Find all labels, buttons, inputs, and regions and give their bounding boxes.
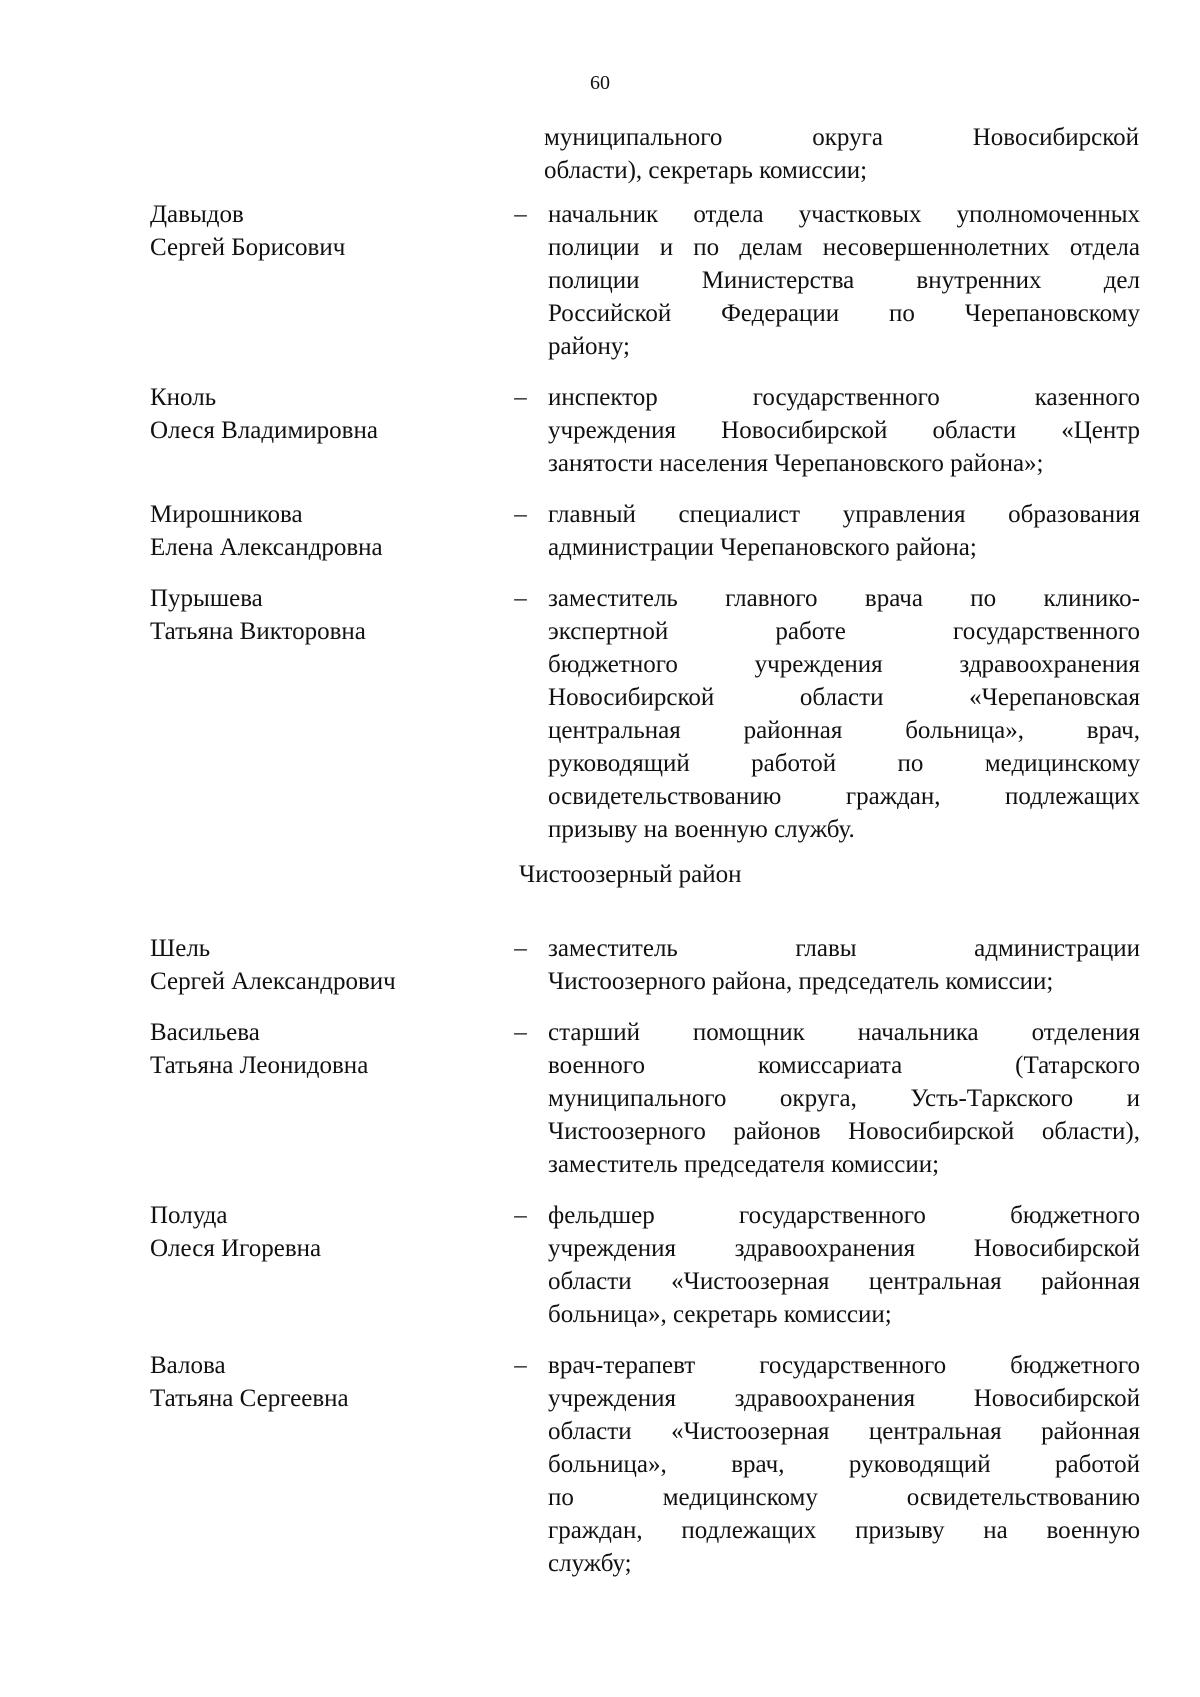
member-given-names: Татьяна Викторовна <box>150 618 366 645</box>
member-row <box>150 381 1140 480</box>
position-line: администрации Черепановского района; <box>548 534 977 561</box>
position-line: полиции Министерства внутренних дел <box>548 267 1140 294</box>
member-given-names: Сергей Александрович <box>150 968 396 995</box>
position-line: инспектор государственного казенного <box>548 384 1140 411</box>
position-line: освидетельствованию граждан, подлежащих <box>548 783 1140 810</box>
position-line: заместитель главы администрации <box>548 935 1140 962</box>
member-name <box>150 498 508 564</box>
member-position <box>548 1199 1140 1331</box>
dash-separator: – <box>514 1352 527 1379</box>
position-line: центральная районная больница», врач, <box>548 717 1140 744</box>
position-line: Новосибирской области «Черепановская <box>548 684 1140 711</box>
member-position <box>548 198 1140 363</box>
member-surname: Полуда <box>150 1202 228 1229</box>
member-surname: Васильева <box>150 1019 260 1046</box>
member-surname: Кноль <box>150 384 217 411</box>
position-line: муниципального округа, Усть-Таркского и <box>548 1085 1140 1112</box>
position-line: заместитель главного врача по клинико- <box>548 585 1140 612</box>
position-line: Российской Федерации по Черепановскому <box>548 300 1140 327</box>
position-line: занятости населения Черепановского района»; <box>548 450 1044 477</box>
member-name <box>150 582 508 846</box>
member-row <box>150 1199 1140 1331</box>
member-row <box>150 1016 1140 1181</box>
position-line: службу; <box>548 1550 632 1577</box>
dash-separator: – <box>514 935 527 962</box>
position-line: области «Чистоозерная центральная районная <box>548 1268 1140 1295</box>
position-line: бюджетного учреждения здравоохранения <box>548 651 1140 678</box>
member-row <box>150 1349 1140 1580</box>
position-line: заместитель председателя комиссии; <box>548 1151 940 1178</box>
member-row <box>150 932 1140 998</box>
section-title: Чистоозерный район <box>519 861 742 888</box>
member-name <box>150 381 508 480</box>
position-line: призыву на военную службу. <box>548 816 855 843</box>
dash-separator: – <box>514 501 527 528</box>
member-surname: Валова <box>150 1352 226 1379</box>
position-line: больница», секретарь комиссии; <box>548 1301 892 1328</box>
member-name <box>150 1199 508 1331</box>
dash-separator: – <box>514 1019 527 1046</box>
member-position <box>548 932 1140 998</box>
position-line: учреждения здравоохранения Новосибирской <box>548 1385 1140 1412</box>
member-position <box>548 498 1140 564</box>
position-line: фельдшер государственного бюджетного <box>548 1202 1140 1229</box>
member-list-chistoozerny <box>150 932 1140 1598</box>
member-given-names: Сергей Борисович <box>150 234 346 261</box>
member-row <box>150 198 1140 363</box>
member-surname: Давыдов <box>150 201 244 228</box>
position-line: военного комиссариата (Татарского <box>548 1052 1140 1079</box>
position-line: области «Чистоозерная центральная районная <box>548 1418 1140 1445</box>
position-line: главный специалист управления образования <box>548 501 1140 528</box>
continuation-line: муниципального округа Новосибирской <box>544 124 1139 151</box>
position-line: врач-терапевт государственного бюджетного <box>548 1352 1140 1379</box>
position-line: руководящий работой по медицинскому <box>548 750 1140 777</box>
dash-separator: – <box>514 585 527 612</box>
position-line: по медицинскому освидетельствованию <box>548 1484 1140 1511</box>
member-given-names: Татьяна Сергеевна <box>150 1385 349 1412</box>
member-position <box>548 582 1140 846</box>
member-row <box>150 582 1140 846</box>
position-line: больница», врач, руководящий работой <box>548 1451 1140 1478</box>
member-position <box>548 1349 1140 1580</box>
position-line: учреждения здравоохранения Новосибирской <box>548 1235 1140 1262</box>
position-line: учреждения Новосибирской области «Центр <box>548 417 1140 444</box>
position-line: полиции и по делам несовершеннолетних отдела <box>548 234 1140 261</box>
page-number: 60 <box>590 72 610 94</box>
position-line: району; <box>548 333 630 360</box>
position-line: Чистоозерного районов Новосибирской области), <box>548 1118 1140 1145</box>
member-position <box>548 381 1140 480</box>
member-list-cherepanovsky <box>150 198 1140 864</box>
member-given-names: Татьяна Леонидовна <box>150 1052 369 1079</box>
member-surname: Пурышева <box>150 585 263 612</box>
dash-separator: – <box>514 1202 527 1229</box>
dash-separator: – <box>514 384 527 411</box>
member-name <box>150 198 508 363</box>
position-line: экспертной работе государственного <box>548 618 1140 645</box>
member-surname: Шель <box>150 935 211 962</box>
member-name <box>150 1016 508 1181</box>
position-line: начальник отдела участковых уполномоченных <box>548 201 1140 228</box>
member-name <box>150 1349 508 1580</box>
dash-separator: – <box>514 201 527 228</box>
position-line: старший помощник начальника отделения <box>548 1019 1140 1046</box>
member-given-names: Олеся Владимировна <box>150 417 378 444</box>
position-line: граждан, подлежащих призыву на военную <box>548 1517 1140 1544</box>
continuation-text <box>544 121 1139 187</box>
member-row <box>150 498 1140 564</box>
member-surname: Мирошникова <box>150 501 303 528</box>
member-given-names: Елена Александровна <box>150 534 383 561</box>
member-name <box>150 932 508 998</box>
member-given-names: Олеся Игоревна <box>150 1235 322 1262</box>
position-line: Чистоозерного района, председатель комиссии; <box>548 968 1054 995</box>
member-position <box>548 1016 1140 1181</box>
continuation-line: области), секретарь комиссии; <box>544 157 868 184</box>
